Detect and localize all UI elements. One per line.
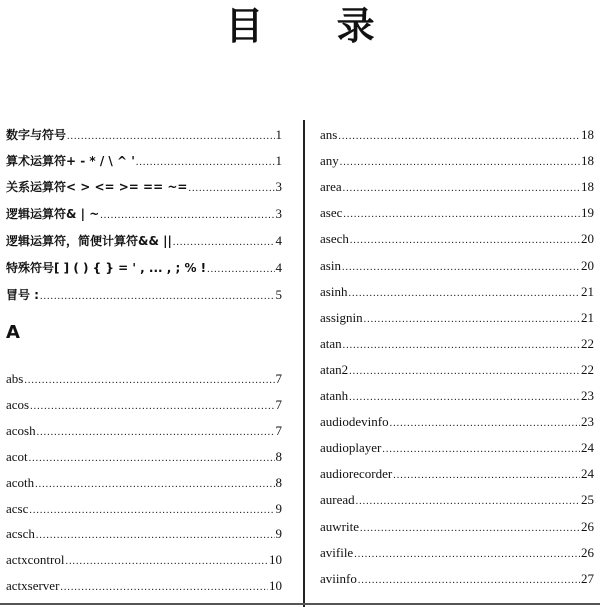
toc-entry-page: 23 xyxy=(581,414,594,429)
toc-entry-page: 3 xyxy=(275,206,282,221)
toc-leader-dots xyxy=(136,153,275,173)
toc-leader-dots xyxy=(35,475,274,495)
toc-leader-dots xyxy=(207,260,274,280)
toc-entry xyxy=(320,229,594,249)
toc-entry-page: 26 xyxy=(581,545,594,560)
toc-leader-dots xyxy=(24,371,274,391)
toc-entry xyxy=(6,125,282,145)
toc-entry-page: 7 xyxy=(275,423,282,438)
toc-entry xyxy=(320,360,594,380)
toc-entry xyxy=(6,473,282,493)
toc-entry xyxy=(320,125,594,145)
page-bottom-rule xyxy=(0,603,600,605)
toc-entry-page: 18 xyxy=(581,127,594,142)
toc-entry-label: atan2 xyxy=(320,362,349,377)
toc-entry-label: assignin xyxy=(320,310,363,325)
toc-entry-page: 1 xyxy=(275,127,282,142)
toc-entry-page: 24 xyxy=(581,440,594,455)
toc-entry-page: 18 xyxy=(581,179,594,194)
toc-leader-dots xyxy=(40,287,275,307)
toc-entry xyxy=(6,524,282,544)
toc-entry-label: ans xyxy=(320,127,338,142)
toc-entry-page: 23 xyxy=(581,388,594,403)
toc-entry-label: 关系运算符< > <= >= == ~= xyxy=(6,180,188,194)
toc-entry-page: 25 xyxy=(581,492,594,507)
toc-entry-label: acsc xyxy=(6,501,29,516)
toc-entry-label: audiodevinfo xyxy=(320,414,389,429)
toc-entry-page: 8 xyxy=(275,475,282,490)
toc-entry-label: asech xyxy=(320,231,349,246)
toc-entry-page: 4 xyxy=(275,233,282,248)
toc-entry xyxy=(6,550,282,570)
toc-entry-label: abs xyxy=(6,371,24,386)
toc-entry-label: atan xyxy=(320,336,342,351)
toc-leader-dots xyxy=(65,552,268,572)
toc-entry-label: avifile xyxy=(320,545,354,560)
toc-entry-label: acosh xyxy=(6,423,36,438)
toc-entry xyxy=(320,412,594,432)
toc-entry-page: 18 xyxy=(581,153,594,168)
toc-entry xyxy=(6,204,282,224)
toc-entry xyxy=(320,203,594,223)
toc-entry xyxy=(6,285,282,305)
toc-entry-label: area xyxy=(320,179,342,194)
toc-entry xyxy=(320,543,594,563)
toc-leader-dots xyxy=(358,571,580,591)
toc-leader-dots xyxy=(343,179,580,199)
toc-entry-page: 24 xyxy=(581,466,594,481)
toc-leader-dots xyxy=(360,519,580,539)
toc-entry-page: 21 xyxy=(581,284,594,299)
section-letter-a: A xyxy=(6,322,20,343)
toc-entry-label: asin xyxy=(320,258,341,273)
toc-leader-dots xyxy=(173,233,275,253)
toc-entry xyxy=(6,258,282,278)
toc-entry-page: 26 xyxy=(581,519,594,534)
toc-entry-page: 20 xyxy=(581,231,594,246)
toc-entry-label: asinh xyxy=(320,284,348,299)
toc-entry-page: 1 xyxy=(275,153,282,168)
toc-leader-dots xyxy=(349,388,580,408)
toc-leader-dots xyxy=(36,526,275,546)
toc-entry-label: audioplayer xyxy=(320,440,382,455)
toc-entry-page: 4 xyxy=(275,260,282,275)
toc-entry-page: 19 xyxy=(581,205,594,220)
toc-leader-dots xyxy=(30,397,274,417)
toc-entry-label: asec xyxy=(320,205,343,220)
toc-entry-label: acot xyxy=(6,449,28,464)
column-divider xyxy=(303,120,305,607)
toc-entry xyxy=(320,517,594,537)
toc-entry-label: any xyxy=(320,153,339,168)
toc-leader-dots xyxy=(100,206,274,226)
toc-entry xyxy=(6,177,282,197)
toc-entry xyxy=(320,282,594,302)
toc-leader-dots xyxy=(390,414,580,434)
toc-leader-dots xyxy=(67,127,274,147)
toc-entry-page: 10 xyxy=(269,578,282,593)
toc-leader-dots xyxy=(37,423,275,443)
page-title: 目 录 xyxy=(225,4,405,48)
toc-entry-label: 数字与符号 xyxy=(6,128,67,142)
toc-entry xyxy=(6,231,282,251)
toc-leader-dots xyxy=(29,449,275,469)
toc-entry-label: 逻辑运算符& | ~ xyxy=(6,207,100,221)
toc-entry-page: 9 xyxy=(275,526,282,541)
toc-leader-dots xyxy=(348,284,580,304)
toc-entry-label: acos xyxy=(6,397,30,412)
toc-entry xyxy=(6,369,282,389)
toc-entry xyxy=(320,569,594,589)
toc-entry-page: 20 xyxy=(581,258,594,273)
toc-entry-page: 27 xyxy=(581,571,594,586)
toc-leader-dots xyxy=(188,179,274,199)
toc-entry-page: 9 xyxy=(275,501,282,516)
toc-entry-page: 8 xyxy=(275,449,282,464)
toc-entry-label: audiorecorder xyxy=(320,466,393,481)
toc-leader-dots xyxy=(340,153,580,173)
toc-entry xyxy=(320,151,594,171)
toc-entry xyxy=(6,151,282,171)
toc-leader-dots xyxy=(349,362,580,382)
toc-entry-label: auwrite xyxy=(320,519,359,534)
toc-entry-label: atanh xyxy=(320,388,349,403)
toc-entry-label: aviinfo xyxy=(320,571,357,586)
toc-entry-page: 10 xyxy=(269,552,282,567)
toc-entry-page: 22 xyxy=(581,362,594,377)
toc-entry xyxy=(6,499,282,519)
toc-entry xyxy=(6,576,282,596)
toc-leader-dots xyxy=(354,545,580,565)
toc-entry xyxy=(320,464,594,484)
toc-leader-dots xyxy=(60,578,268,598)
toc-leader-dots xyxy=(382,440,580,460)
toc-entry-label: 冒号 : xyxy=(6,288,39,302)
toc-entry-page: 7 xyxy=(275,371,282,386)
toc-entry-label: acoth xyxy=(6,475,35,490)
toc-entry xyxy=(320,438,594,458)
toc-entry xyxy=(320,177,594,197)
toc-entry-label: 逻辑运算符，简便计算符&& || xyxy=(6,234,172,248)
toc-entry-page: 5 xyxy=(275,287,282,302)
toc-entry-page: 21 xyxy=(581,310,594,325)
toc-entry-label: actxserver xyxy=(6,578,60,593)
toc-leader-dots xyxy=(393,466,580,486)
toc-entry-page: 22 xyxy=(581,336,594,351)
toc-leader-dots xyxy=(350,231,580,251)
toc-entry xyxy=(6,395,282,415)
toc-entry-label: 特殊符号[ ] ( ) { } = ' , ... , ; % ! xyxy=(6,261,207,275)
toc-leader-dots xyxy=(364,310,580,330)
toc-entry-label: 算术运算符+ - * / \ ^ ' xyxy=(6,154,135,168)
toc-entry xyxy=(320,334,594,354)
toc-entry-label: acsch xyxy=(6,526,35,541)
toc-entry-label: auread xyxy=(320,492,355,507)
toc-entry xyxy=(320,256,594,276)
toc-entry xyxy=(6,421,282,441)
toc-leader-dots xyxy=(343,336,580,356)
toc-leader-dots xyxy=(342,258,580,278)
toc-leader-dots xyxy=(343,205,580,225)
toc-entry-page: 3 xyxy=(275,179,282,194)
toc-entry-label: actxcontrol xyxy=(6,552,65,567)
toc-leader-dots xyxy=(29,501,274,521)
toc-leader-dots xyxy=(338,127,580,147)
toc-entry-page: 7 xyxy=(275,397,282,412)
toc-entry xyxy=(320,386,594,406)
toc-entry xyxy=(320,308,594,328)
toc-entry xyxy=(6,447,282,467)
toc-leader-dots xyxy=(356,492,580,512)
toc-entry xyxy=(320,490,594,510)
